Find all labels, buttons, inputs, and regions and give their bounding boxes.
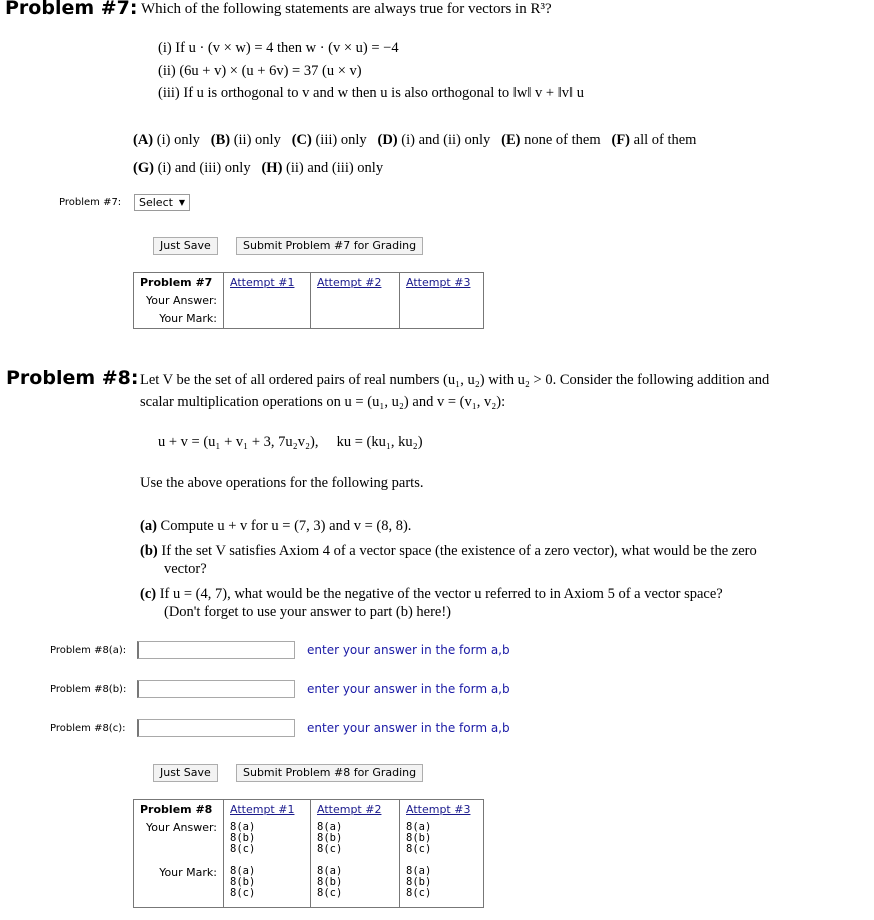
part-a-text: (a) Compute u + v for u = (7, 3) and v = (8, 8). bbox=[140, 518, 412, 534]
part-c-text: (c) If u = (4, 7), what would be the negative of the vector u referred to in Axiom 5 of a vector space? bbox=[140, 586, 723, 602]
answer-8a-input[interactable] bbox=[137, 641, 295, 659]
choice-d: (D) (i) and (ii) only bbox=[377, 132, 491, 148]
choice-e: (E) none of them bbox=[501, 132, 601, 148]
choice-h: (H) (ii) and (iii) only bbox=[261, 160, 384, 176]
problem-7-question: Which of the following statements are always true for vectors in R³? bbox=[141, 1, 552, 17]
choice-b: (B) (ii) only bbox=[210, 132, 281, 148]
answer-8b-label: Problem #8(b): bbox=[50, 684, 127, 695]
submit-problem-7-button[interactable]: Submit Problem #7 for Grading bbox=[236, 237, 423, 255]
use-above-text: Use the above operations for the following parts. bbox=[140, 475, 424, 491]
problem-7-attempts-table bbox=[133, 272, 484, 329]
choice-a: (A) (i) only bbox=[133, 132, 200, 148]
table-header: Problem #8 bbox=[140, 803, 213, 816]
choices-line-2 bbox=[133, 160, 383, 177]
attempt-2-answers: 8(a) 8(b) 8(c) bbox=[317, 821, 343, 855]
attempt-1-link[interactable]: Attempt #1 bbox=[230, 276, 295, 289]
problem-8-attempts-table bbox=[133, 799, 484, 908]
choice-f: (F) all of them bbox=[611, 132, 697, 148]
part-b-text: (b) If the set V satisfies Axiom 4 of a vector space (the existence of a zero vector), what would be the zero bbox=[140, 543, 757, 559]
attempt-2-link[interactable]: Attempt #2 bbox=[317, 276, 382, 289]
dropdown-arrow-icon: ▼ bbox=[178, 198, 185, 207]
answer-8a-label: Problem #8(a): bbox=[50, 645, 127, 656]
attempt-3-link[interactable]: Attempt #3 bbox=[406, 803, 471, 816]
select-value: Select bbox=[139, 196, 173, 209]
problem-8-intro-line-2: scalar multiplication operations on u = (u₁, u₂) and v = (v₁, v₂): bbox=[140, 394, 506, 410]
attempt-3-answers: 8(a) 8(b) 8(c) bbox=[406, 821, 432, 855]
statement-iii: (iii) If u is orthogonal to v and w then u is also orthogonal to ‖w‖ v + ‖v‖ u bbox=[158, 85, 584, 101]
operations-line bbox=[158, 434, 423, 451]
table-header: Problem #7 bbox=[140, 276, 213, 289]
statement-i: (i) If u · (v × w) = 4 then w · (v × u) = −4 bbox=[158, 40, 399, 56]
answer-8b-input[interactable] bbox=[137, 680, 295, 698]
attempt-3-link[interactable]: Attempt #3 bbox=[406, 276, 471, 289]
answer-8c-hint: enter your answer in the form a,b bbox=[307, 721, 510, 735]
answer-8b-hint: enter your answer in the form a,b bbox=[307, 682, 510, 696]
statement-ii: (ii) (6u + v) × (u + 6v) = 37 (u × v) bbox=[158, 63, 362, 79]
problem-7-select[interactable] bbox=[134, 194, 190, 211]
submit-problem-8-button[interactable]: Submit Problem #8 for Grading bbox=[236, 764, 423, 782]
part-c-text-cont: (Don't forget to use your answer to part (b) here!) bbox=[164, 604, 452, 620]
attempt-1-link[interactable]: Attempt #1 bbox=[230, 803, 295, 816]
just-save-button-8[interactable]: Just Save bbox=[153, 764, 218, 782]
your-answer-label: Your Answer: bbox=[145, 294, 217, 307]
attempt-1-marks: 8(a) 8(b) 8(c) bbox=[230, 865, 256, 899]
scalar-operation: ku = (ku₁, ku₂) bbox=[336, 434, 423, 450]
problem-8-intro-line-1: Let V be the set of all ordered pairs of real numbers (u₁, u₂) with u₂ > 0. Consider the following addition and bbox=[140, 372, 770, 388]
your-mark-label: Your Mark: bbox=[159, 866, 217, 879]
part-b-text-cont: vector? bbox=[164, 561, 207, 577]
attempt-2-marks: 8(a) 8(b) 8(c) bbox=[317, 865, 343, 899]
problem-7-heading: Problem #7: bbox=[5, 0, 138, 19]
answer-8c-label: Problem #8(c): bbox=[50, 723, 126, 734]
problem-8-heading: Problem #8: bbox=[6, 367, 139, 389]
choice-c: (C) (iii) only bbox=[291, 132, 367, 148]
problem-7-answer-label: Problem #7: bbox=[59, 197, 122, 208]
answer-8a-hint: enter your answer in the form a,b bbox=[307, 643, 510, 657]
attempt-1-answers: 8(a) 8(b) 8(c) bbox=[230, 821, 256, 855]
your-answer-label: Your Answer: bbox=[145, 821, 217, 834]
choices-line-1 bbox=[133, 132, 696, 149]
your-mark-label: Your Mark: bbox=[159, 312, 217, 325]
addition-operation: u + v = (u₁ + v₁ + 3, 7u₂v₂), bbox=[158, 434, 319, 450]
answer-8c-input[interactable] bbox=[137, 719, 295, 737]
attempt-2-link[interactable]: Attempt #2 bbox=[317, 803, 382, 816]
just-save-button-7[interactable]: Just Save bbox=[153, 237, 218, 255]
attempt-3-marks: 8(a) 8(b) 8(c) bbox=[406, 865, 432, 899]
choice-g: (G) (i) and (iii) only bbox=[133, 160, 251, 176]
